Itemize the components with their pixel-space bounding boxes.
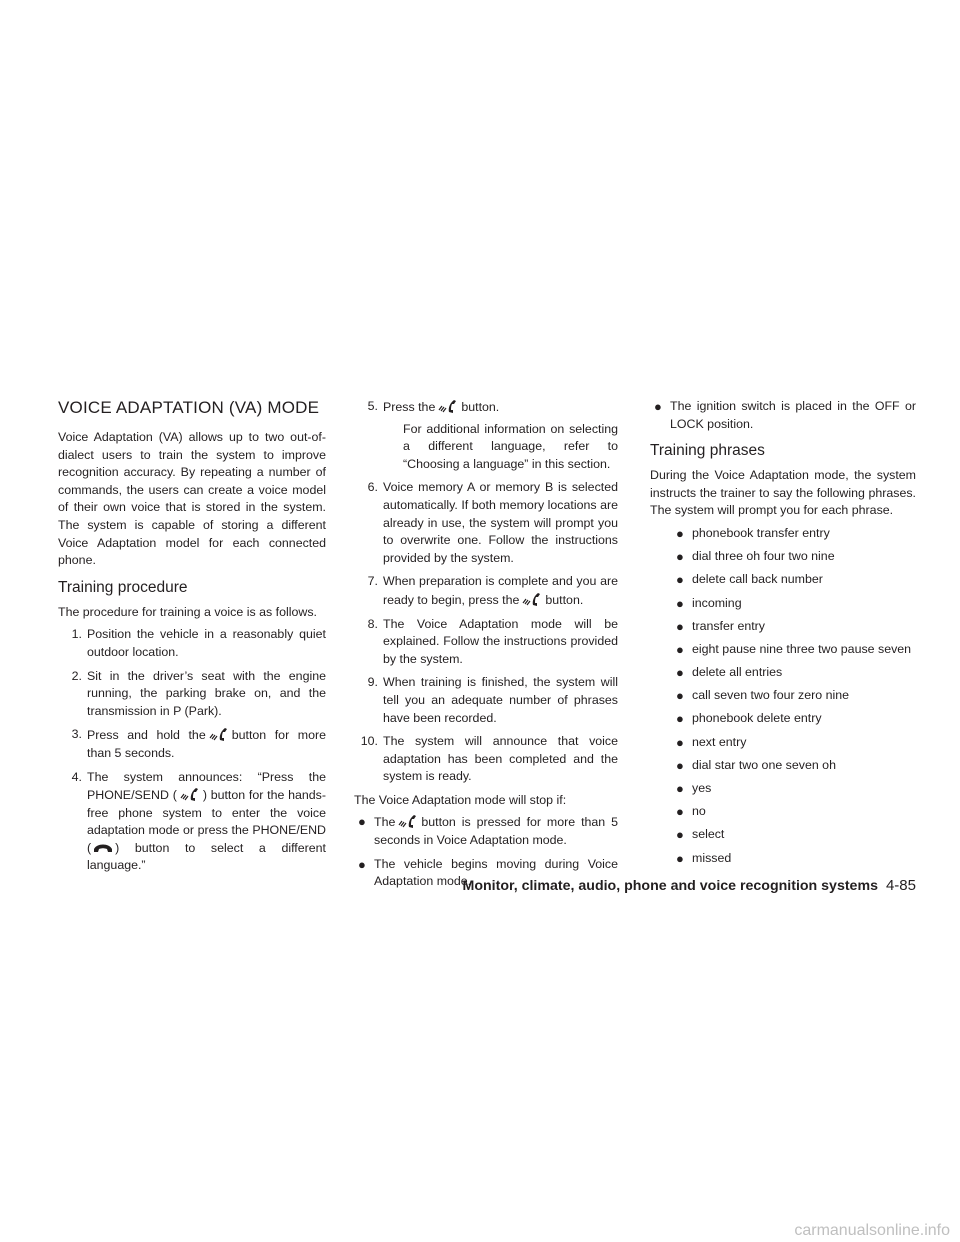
phone-send-voice-icon — [397, 813, 419, 829]
phrase-item — [672, 595, 916, 613]
step-number: 6. — [367, 480, 378, 495]
step-number: 10. — [360, 734, 378, 749]
phrase-text: eight pause nine three two pause seven — [692, 641, 912, 656]
bullet-icon: ● — [676, 595, 684, 611]
step-10 — [354, 733, 618, 786]
step-text: Position the vehicle in a reasonably quiet outdoor location. — [87, 627, 326, 659]
step-text: The system will announce that voice adaptation has been completed and the system is ready. — [383, 734, 618, 784]
phone-send-voice-icon — [179, 786, 201, 802]
step-number: 3. — [71, 727, 82, 742]
step-3 — [58, 726, 326, 762]
bullet-icon: ● — [676, 688, 684, 704]
step-text-post: ) button to select a different language.” — [87, 840, 326, 873]
bullet-icon: ● — [676, 804, 684, 820]
step-text: When training is finished, the system will tell you an adequate number of phrases have been recorded. — [383, 675, 618, 725]
phrase-item — [672, 525, 916, 543]
step-number: 2. — [71, 668, 82, 683]
stop-conditions-list-continued — [650, 398, 916, 433]
phrase-text: dial three oh four two nine — [692, 549, 835, 564]
column-3 — [650, 398, 916, 873]
phone-send-voice-icon — [521, 591, 543, 607]
page-number: 4-85 — [885, 877, 916, 894]
step-2 — [58, 668, 326, 721]
phrase-text: delete all entries — [692, 665, 783, 680]
bullet-text-post: button is pressed for more than 5 seconds in Voice Adaptation mode. — [374, 815, 618, 848]
training-phrases-intro: During the Voice Adaptation mode, the system instructs the trainer to say the following phrases. The system will prompt you for each phrase. — [650, 468, 916, 518]
phrase-item — [672, 850, 916, 868]
step-number: 4. — [71, 769, 82, 784]
bullet-icon: ● — [676, 665, 684, 681]
phone-send-voice-icon — [208, 726, 230, 742]
step-text-post: button. — [545, 592, 584, 607]
step-number: 9. — [367, 675, 378, 690]
step-4 — [58, 769, 326, 876]
bullet-icon: ● — [676, 734, 684, 750]
phrase-item — [672, 664, 916, 682]
phrase-text: phonebook delete entry — [692, 711, 822, 726]
phrase-item — [672, 710, 916, 728]
bullet-text: The ignition switch is placed in the OFF or LOCK position. — [670, 399, 916, 431]
bullet-icon: ● — [676, 850, 684, 866]
phrase-item — [672, 757, 916, 775]
subheading-training-procedure: Training procedure — [58, 578, 188, 596]
intro-paragraph: Voice Adaptation (VA) allows up to two out-of-dialect users to train the system to improve recognition accuracy. By repeating a number of commands, the users can create a voice model of their own voice that is stored in the system. The system is capable of storing a different Voice Adaptation model for each connected phone. — [58, 430, 326, 568]
step-text-post: button. — [461, 400, 500, 414]
step-5-note: For additional information on selecting a different language, refer to “Choosing a language” in this section. — [403, 421, 618, 471]
bullet-text-pre: The — [374, 815, 396, 830]
page-footer — [420, 877, 916, 895]
phrase-item — [672, 803, 916, 821]
phrase-text: next entry — [692, 734, 747, 749]
phrase-item — [672, 826, 916, 844]
step-text-pre: Press and hold the — [87, 728, 206, 743]
bullet-icon: ● — [654, 399, 662, 414]
phrase-text: dial star two one seven oh — [692, 757, 836, 772]
step-text: Voice memory A or memory B is selected automatically. If both memory locations are already in use, the system will prompt you to overwrite one. Follow the instructions provided by the system. — [383, 480, 618, 565]
column-1 — [58, 398, 326, 881]
step-6 — [354, 479, 618, 567]
phone-end-icon — [93, 841, 113, 853]
step-text: Sit in the driver’s seat with the engine running, the parking brake on, and the transmission in P (Park). — [87, 668, 326, 718]
stop-condition-item — [354, 813, 618, 849]
phrase-text: phonebook transfer entry — [692, 525, 830, 540]
step-7 — [354, 573, 618, 609]
procedure-steps-continued — [354, 398, 618, 786]
step-text-pre: Press the — [383, 400, 436, 414]
watermark-text: carmanualsonline.info — [794, 1222, 950, 1239]
watermark — [0, 1222, 960, 1242]
step-number: 1. — [71, 627, 82, 642]
step-number: 8. — [367, 616, 378, 631]
phrase-text: missed — [692, 850, 732, 865]
phone-send-voice-icon — [437, 398, 459, 414]
bullet-icon: ● — [676, 525, 684, 541]
phrase-item — [672, 571, 916, 589]
bullet-icon: ● — [676, 572, 684, 588]
phrase-text: select — [692, 827, 725, 842]
bullet-text: The vehicle begins moving during Voice Adaptation mode. — [374, 856, 618, 889]
phrase-text: no — [692, 804, 706, 819]
step-9 — [354, 674, 618, 727]
bullet-icon: ● — [676, 781, 684, 797]
phrase-item — [672, 780, 916, 798]
step-1 — [58, 626, 326, 661]
phrase-text: call seven two four zero nine — [692, 688, 850, 703]
bullet-icon: ● — [676, 641, 684, 657]
phrase-item — [672, 548, 916, 566]
subheading-training-phrases: Training phrases — [650, 442, 765, 460]
bullet-icon: ● — [358, 814, 366, 830]
step-number: 5. — [367, 399, 378, 413]
bullet-icon: ● — [676, 757, 684, 773]
phrase-text: incoming — [692, 595, 742, 610]
bullet-icon: ● — [676, 618, 684, 634]
bullet-icon: ● — [676, 549, 684, 565]
phrase-item — [672, 641, 916, 659]
bullet-icon: ● — [676, 827, 684, 843]
procedure-intro: The procedure for training a voice is as follows. — [58, 604, 317, 619]
training-phrases-list — [650, 525, 916, 867]
step-text-mid: ) button for the hands-free phone system to enter the voice adaptation mode or press the PHONE/END ( — [87, 788, 327, 855]
step-text-pre: When preparation is complete and you are ready to begin, press the — [383, 574, 618, 607]
phrase-item — [672, 687, 916, 705]
phrase-text: transfer entry — [692, 618, 765, 633]
phrase-item — [672, 734, 916, 752]
procedure-steps — [58, 626, 326, 875]
step-text-pre: The system announces: “Press the PHONE/SEND ( — [87, 769, 326, 803]
phrase-item — [672, 618, 916, 636]
section-heading: VOICE ADAPTATION (VA) MODE — [58, 398, 320, 417]
phrase-text: delete call back number — [692, 572, 823, 587]
column-2 — [354, 398, 618, 897]
step-5 — [354, 398, 618, 473]
stop-conditions-intro: The Voice Adaptation mode will stop if: — [354, 792, 567, 807]
phrase-text: yes — [692, 781, 712, 796]
step-text-post: button for more than 5 seconds. — [87, 728, 326, 760]
footer-section-title: Monitor, climate, audio, phone and voice recognition systems — [462, 878, 878, 894]
step-8 — [354, 616, 618, 669]
step-text: The Voice Adaptation mode will be explained. Follow the instructions provided by the system. — [383, 616, 618, 666]
bullet-icon: ● — [676, 711, 684, 727]
stop-condition-item — [650, 398, 916, 433]
step-number: 7. — [367, 574, 378, 589]
bullet-icon: ● — [358, 856, 366, 872]
